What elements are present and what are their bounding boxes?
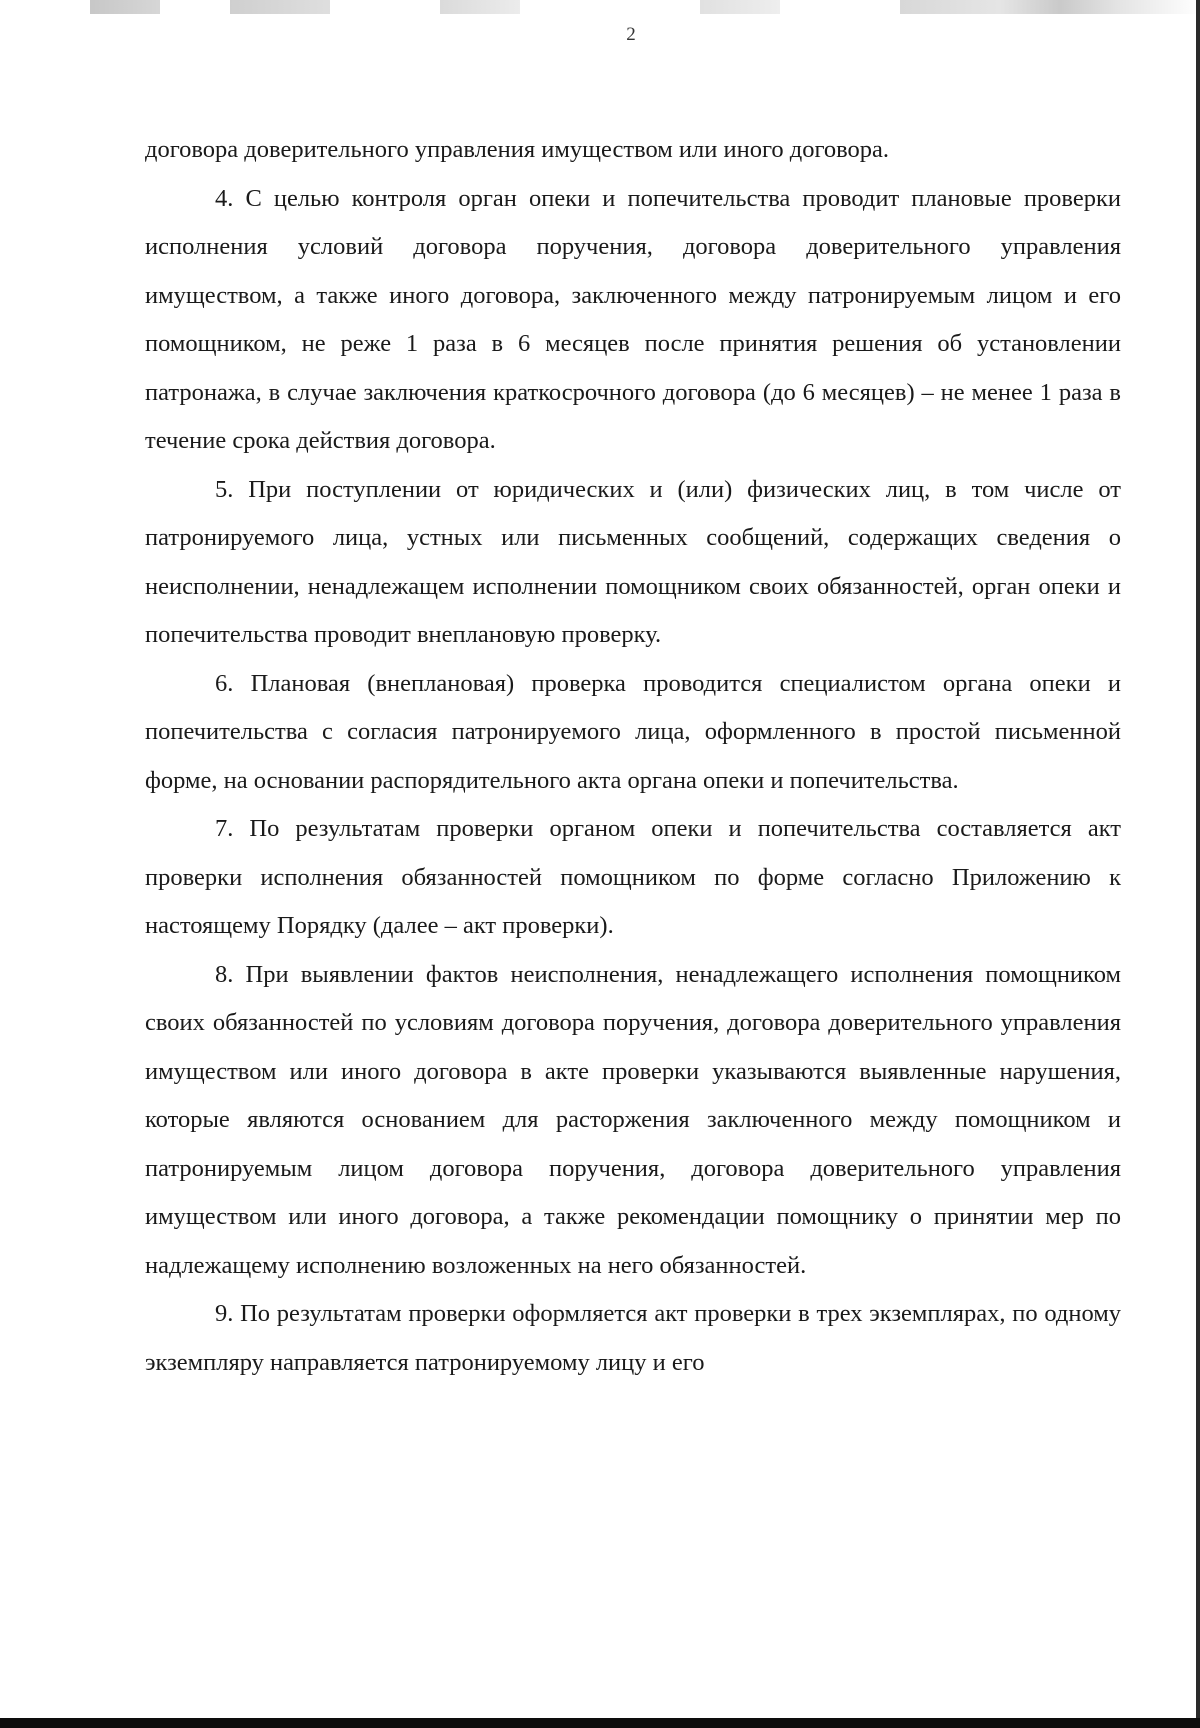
paragraph-5: 5. При поступлении от юридических и (или) физических лиц, в том числе от патронируемого лица, устных или письменных сообщений, содержащих сведения о неисполнении, ненадлежащем исполнении помощником своих обязанностей, орган опеки и попечительства проводит внеплановую проверку.	[145, 475, 1121, 648]
scan-bottom-edge	[0, 1718, 1200, 1728]
paragraph-8: 8. При выявлении фактов неисполнения, ненадлежащего исполнения помощником своих обязанностей по условиям договора поручения, договора доверительного управления имуществом или иного договора в акте проверки указываются выявленные нарушения, которые являются основанием для расторжения заключенного между помощником и патронируемым лицом договора поручения, договора доверительного управления имуществом или иного договора, а также рекомендации помощнику о принятии мер по надлежащему исполнению возложенных на него обязанностей.	[145, 960, 1121, 1279]
paragraph-6: 6. Плановая (внеплановая) проверка проводится специалистом органа опеки и попечительства с согласия патронируемого лица, оформленного в простой письменной форме, на основании распорядительного акта органа опеки и попечительства.	[145, 669, 1121, 794]
scan-right-edge	[1196, 0, 1200, 1728]
page-number: 2	[626, 24, 636, 45]
paragraph-continued: договора доверительного управления имуществом или иного договора.	[145, 136, 890, 163]
paragraph-4: 4. С целью контроля орган опеки и попечительства проводит плановые проверки исполнения условий договора поручения, договора доверительного управления имуществом, а также иного договора, заключенного между патронируемым лицом и его помощником, не реже 1 раза в 6 месяцев после принятия решения об установлении патронажа, в случае заключения краткосрочного договора (до 6 месяцев) – не менее 1 раза в течение срока действия договора.	[145, 184, 1121, 454]
paragraph-9: 9. По результатам проверки оформляется акт проверки в трех экземплярах, по одному экземпляру направляется патронируемому лицу и его	[145, 1300, 1121, 1376]
paragraph-7: 7. По результатам проверки органом опеки и попечительства составляется акт проверки исполнения обязанностей помощником по форме согласно Приложению к настоящему Порядку (далее – акт проверки).	[145, 815, 1121, 939]
document-body	[145, 126, 1121, 1387]
scan-top-edge	[0, 0, 1200, 14]
